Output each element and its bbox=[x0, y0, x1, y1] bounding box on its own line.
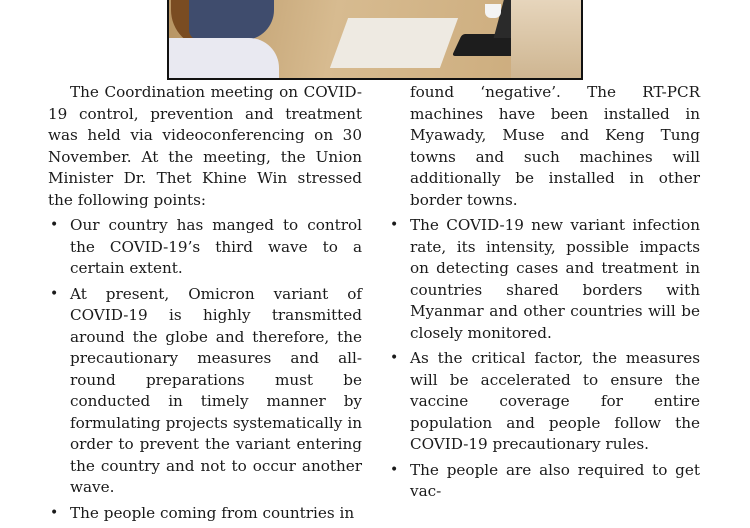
photo-papers bbox=[330, 18, 458, 68]
left-bullet-list bbox=[48, 215, 362, 524]
right-column bbox=[388, 82, 700, 507]
bullet-item: • At present, Omicron variant of COVID-19 is highly transmitted around the globe and therefore, the precautionary measures and all-round preparations must be conducted in timely manner by formulating projects systematically in order to prevent the variant entering the country and not to occur another wave. bbox=[48, 284, 362, 499]
right-bullet-list bbox=[388, 215, 700, 503]
left-column bbox=[48, 82, 362, 528]
photo-window bbox=[511, 0, 581, 80]
photo-sleeve bbox=[169, 38, 279, 80]
bullet-item: • As the critical factor, the measures will be accelerated to ensure the vaccine coverage for entire population and people follow the COVID-19 precautionary rules. bbox=[388, 348, 700, 456]
photo-cup bbox=[485, 4, 501, 18]
meeting-photo bbox=[167, 0, 583, 80]
intro-paragraph: The Coordination meeting on COVID-19 control, prevention and treatment was held via videoconferencing on 30 November. At the meeting, the Union Minister Dr. Thet Khine Win stressed the following points: bbox=[48, 83, 362, 209]
bullet-item: • The people are also required to get vac- bbox=[388, 460, 700, 503]
bullet-item: • Our country has manged to control the COVID-19’s third wave to a certain extent. bbox=[48, 215, 362, 280]
bullet-item: • The COVID-19 new variant infection rate, its intensity, possible impacts on detecting cases and treatment in countries shared borders with Myanmar and other countries will be closely monitored. bbox=[388, 215, 700, 344]
photo-person bbox=[189, 0, 274, 40]
bullet-item: • The people coming from countries in bbox=[48, 503, 362, 525]
continuation-paragraph: found ‘negative’. The RT-PCR machines have been installed in Myawady, Muse and Keng Tung towns and such machines will additionally be installed in other border towns. bbox=[410, 83, 700, 209]
